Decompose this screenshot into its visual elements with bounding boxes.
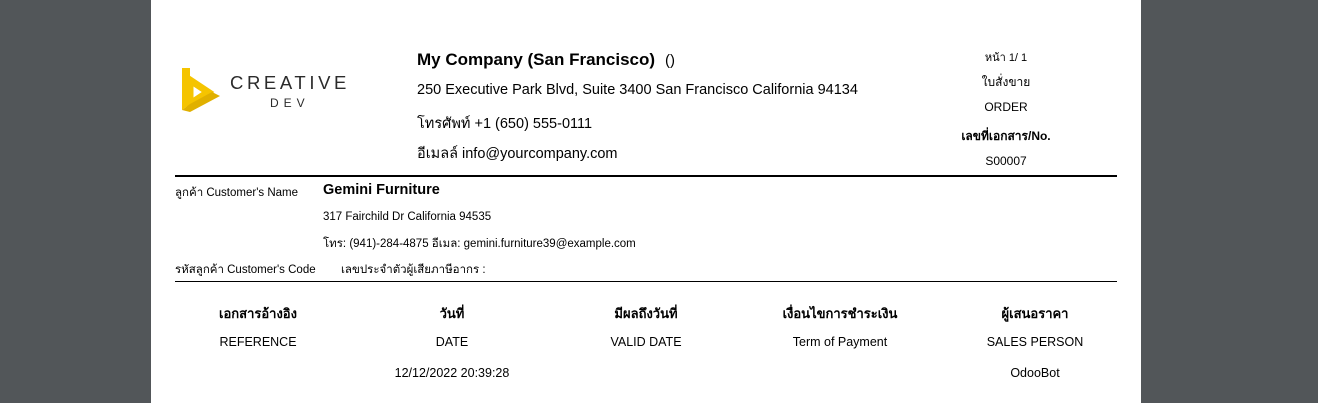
col-salesperson-header-en: SALES PERSON (986, 335, 1084, 349)
col-reference-header-th: เอกสารอ้างอิง (219, 306, 297, 321)
logo-mark-icon (182, 66, 226, 114)
logo-subtext: DEV (270, 96, 310, 110)
company-email: อีเมลล์ info@yourcompany.com (417, 146, 618, 162)
col-payment-term-header-en: Term of Payment (792, 335, 888, 349)
tax-id-label: เลขประจำตัวผู้เสียภาษีอากร : (341, 264, 486, 276)
company-address: 250 Executive Park Blvd, Suite 3400 San Francisco California 94134 (417, 82, 858, 98)
col-valid-date-header-en: VALID DATE (610, 335, 682, 349)
doc-number: S00007 (985, 154, 1027, 168)
customer-contact: โทร: (941)-284-4875 อีเมล: gemini.furniture39@example.com (323, 238, 636, 250)
doc-type-thai: ใบสั่งขาย (981, 75, 1031, 89)
customer-code-label: รหัสลูกค้า Customer's Code (175, 264, 316, 276)
company-paren: () (665, 52, 675, 69)
doc-number-label: เลขที่เอกสาร/No. (961, 129, 1051, 143)
document-page (151, 0, 1141, 403)
col-reference-header-en: REFERENCE (219, 335, 297, 349)
page-number: หน้า 1/ 1 (984, 52, 1028, 64)
header-divider (175, 175, 1117, 177)
logo-wordmark: CREATIVE (230, 72, 350, 93)
customer-name-label: ลูกค้า Customer's Name (175, 187, 299, 199)
customer-address: 317 Fairchild Dr California 94535 (323, 211, 492, 223)
customer-divider (175, 281, 1117, 282)
doc-type-english: ORDER (984, 100, 1028, 114)
col-salesperson-value: OdooBot (1010, 366, 1060, 380)
col-date-header-en: DATE (435, 335, 469, 349)
col-salesperson-header-th: ผู้เสนอราคา (1001, 306, 1069, 321)
customer-name: Gemini Furniture (323, 182, 440, 198)
col-date-header-th: วันที่ (439, 306, 465, 321)
company-name: My Company (San Francisco) (417, 50, 656, 69)
company-logo (182, 66, 367, 114)
company-phone: โทรศัพท์ +1 (650) 555-0111 (417, 116, 593, 132)
col-date-value: 12/12/2022 20:39:28 (394, 366, 510, 380)
col-valid-date-header-th: มีผลถึงวันที่ (614, 306, 678, 321)
col-payment-term-header-th: เงื่อนไขการชำระเงิน (782, 306, 898, 321)
